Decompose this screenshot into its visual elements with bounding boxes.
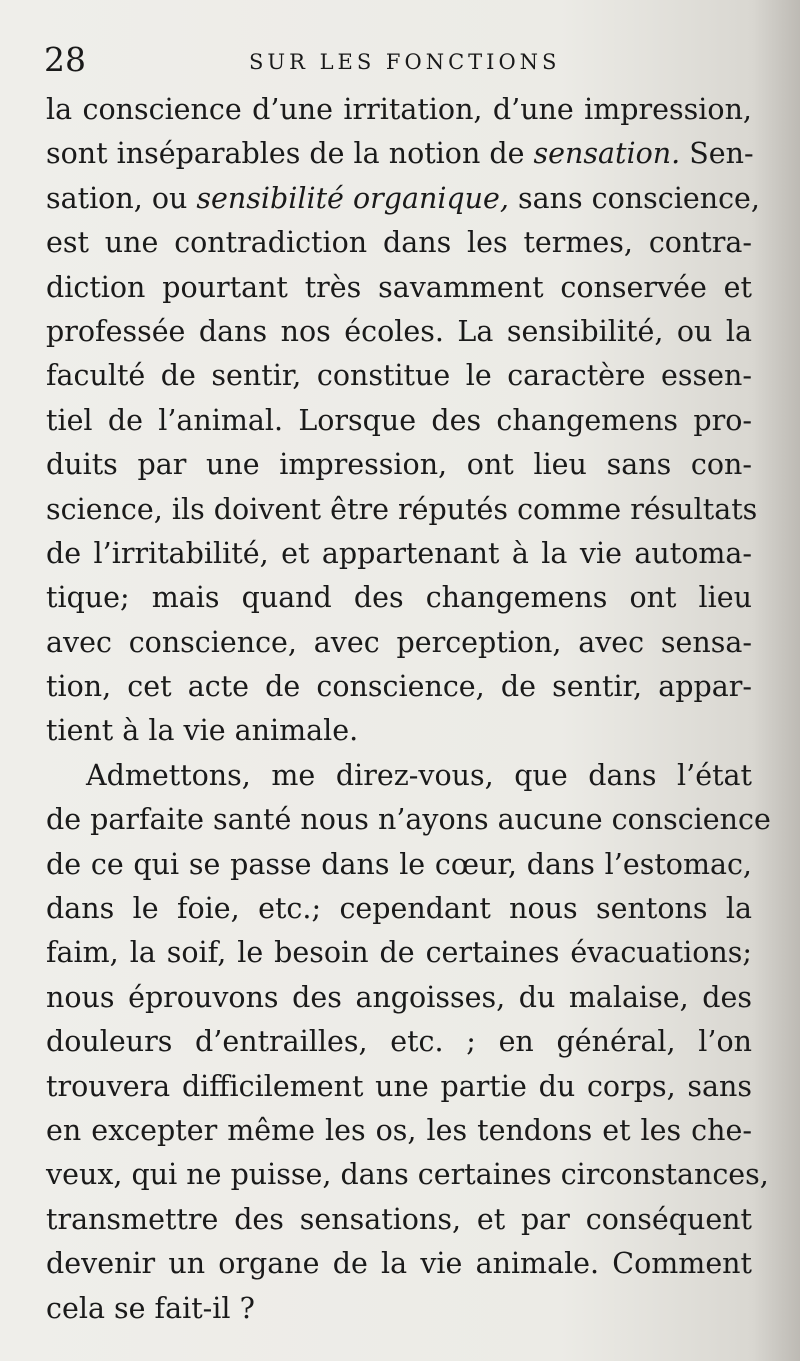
running-head <box>44 38 744 82</box>
paragraph-start-line: Admettons, me direz-vous, que dans l’état <box>86 758 752 792</box>
text-line: est une contradiction dans les termes, contra- <box>46 226 752 260</box>
italic-term: sensation. <box>533 137 681 171</box>
text-line: tique; mais quand des changemens ont lieu <box>46 581 752 615</box>
text-line: de ce qui se passe dans le cœur, dans l’estomac, <box>46 847 752 881</box>
body-text <box>46 88 771 1331</box>
text-line: faim, la soif, le besoin de certaines évacuations; <box>46 936 752 970</box>
text-line: veux, qui ne puisse, dans certaines circonstances, <box>46 1158 769 1192</box>
text-line: la conscience d’une irritation, d’une impression, <box>46 93 752 126</box>
text-line: tiel de l’animal. Lorsque des changemens pro- <box>46 403 752 437</box>
text-line: devenir un organe de la vie animale. Comment <box>46 1247 752 1281</box>
paragraph-end-line: tient à la vie animale. <box>46 714 359 748</box>
text-line: diction pourtant très savamment conservée et <box>46 270 752 304</box>
text-line: trouvera difficilement une partie du corps, sans <box>46 1069 752 1103</box>
italic-term: sensibilité organique, <box>196 181 509 215</box>
text-line: sation, ou sensibilité organique, sans conscience, <box>46 181 760 215</box>
text-line: douleurs d’entrailles, etc. ; en général, l’on <box>46 1025 752 1059</box>
paragraph-end-line: cela se fait-il ? <box>46 1291 255 1325</box>
text-line: de l’irritabilité, et appartenant à la vie automa- <box>46 536 752 570</box>
text-line: sont inséparables de la notion de sensation. Sen- <box>46 137 754 171</box>
text-line: transmettre des sensations, et par conséquent <box>46 1202 752 1236</box>
page-number: 28 <box>44 40 86 79</box>
running-title: SUR LES FONCTIONS <box>249 50 561 74</box>
text-line: de parfaite santé nous n’ayons aucune conscience <box>46 803 771 837</box>
text-line: en excepter même les os, les tendons et les che- <box>46 1113 752 1147</box>
text-line: avec conscience, avec perception, avec sensa- <box>46 625 752 659</box>
text-line: faculté de sentir, constitue le caractère essen- <box>46 359 752 393</box>
text-line: tion, cet acte de conscience, de sentir, appar- <box>46 670 752 704</box>
text-line: nous éprouvons des angoisses, du malaise, des <box>46 980 752 1014</box>
text-line: professée dans nos écoles. La sensibilité, ou la <box>46 314 752 348</box>
text-line: dans le foie, etc.; cependant nous sentons la <box>46 892 752 926</box>
text-line: duits par une impression, ont lieu sans con- <box>46 448 752 482</box>
text-line: science, ils doivent être réputés comme résultats <box>46 492 758 526</box>
